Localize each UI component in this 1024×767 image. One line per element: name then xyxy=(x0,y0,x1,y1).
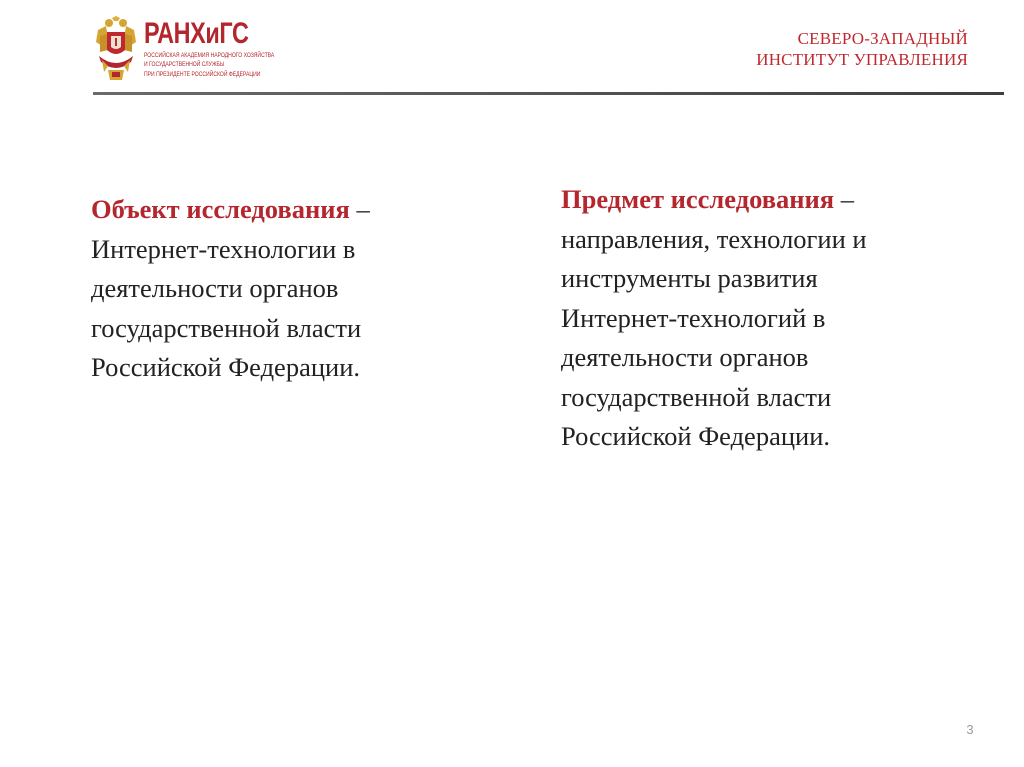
research-subject-line: деятельности органов xyxy=(561,342,809,372)
logo-text xyxy=(144,17,275,78)
institute-line-1: СЕВЕРО-ЗАПАДНЫЙ xyxy=(797,29,968,48)
research-object-dash: – xyxy=(349,194,370,224)
logo-title: РАНХиГС xyxy=(144,17,249,50)
research-subject-line: инструменты развития xyxy=(561,263,818,293)
research-object-line: Интернет-технологии в xyxy=(91,233,356,264)
research-subject-line: Российской Федерации. xyxy=(561,421,830,451)
research-object-line: Российской Федерации. xyxy=(91,352,360,382)
logo-subtitle-line-3: ПРИ ПРЕЗИДЕНТЕ РОССИЙСКОЙ ФЕДЕРАЦИИ xyxy=(144,70,261,78)
research-subject-heading xyxy=(561,180,867,220)
research-object-line: деятельности органов xyxy=(91,273,339,303)
research-subject-line: направления, технологии и xyxy=(561,223,867,254)
eagle-emblem-icon xyxy=(94,16,138,82)
research-subject-line: Интернет-технологий в xyxy=(561,302,826,333)
logo-subtitle-line-1: РОССИЙСКАЯ АКАДЕМИЯ НАРОДНОГО ХОЗЯЙСТВА xyxy=(144,52,275,59)
page-number: 3 xyxy=(966,722,974,737)
research-object-block xyxy=(91,190,370,388)
research-object-heading xyxy=(91,190,370,230)
research-subject-line: государственной власти xyxy=(561,381,832,412)
research-object-line: государственной власти xyxy=(91,312,362,343)
research-object-term: Объект исследования xyxy=(91,194,350,224)
research-subject-term: Предмет исследования xyxy=(561,184,835,214)
institute-line-2: ИНСТИТУТ УПРАВЛЕНИЯ xyxy=(756,50,968,69)
research-subject-block xyxy=(561,180,867,457)
institute-name xyxy=(756,28,968,70)
research-subject-dash: – xyxy=(834,184,855,214)
header-divider xyxy=(93,92,1004,95)
academy-logo xyxy=(94,16,275,82)
logo-subtitle-line-2: И ГОСУДАРСТВЕННОЙ СЛУЖБЫ xyxy=(144,61,225,69)
